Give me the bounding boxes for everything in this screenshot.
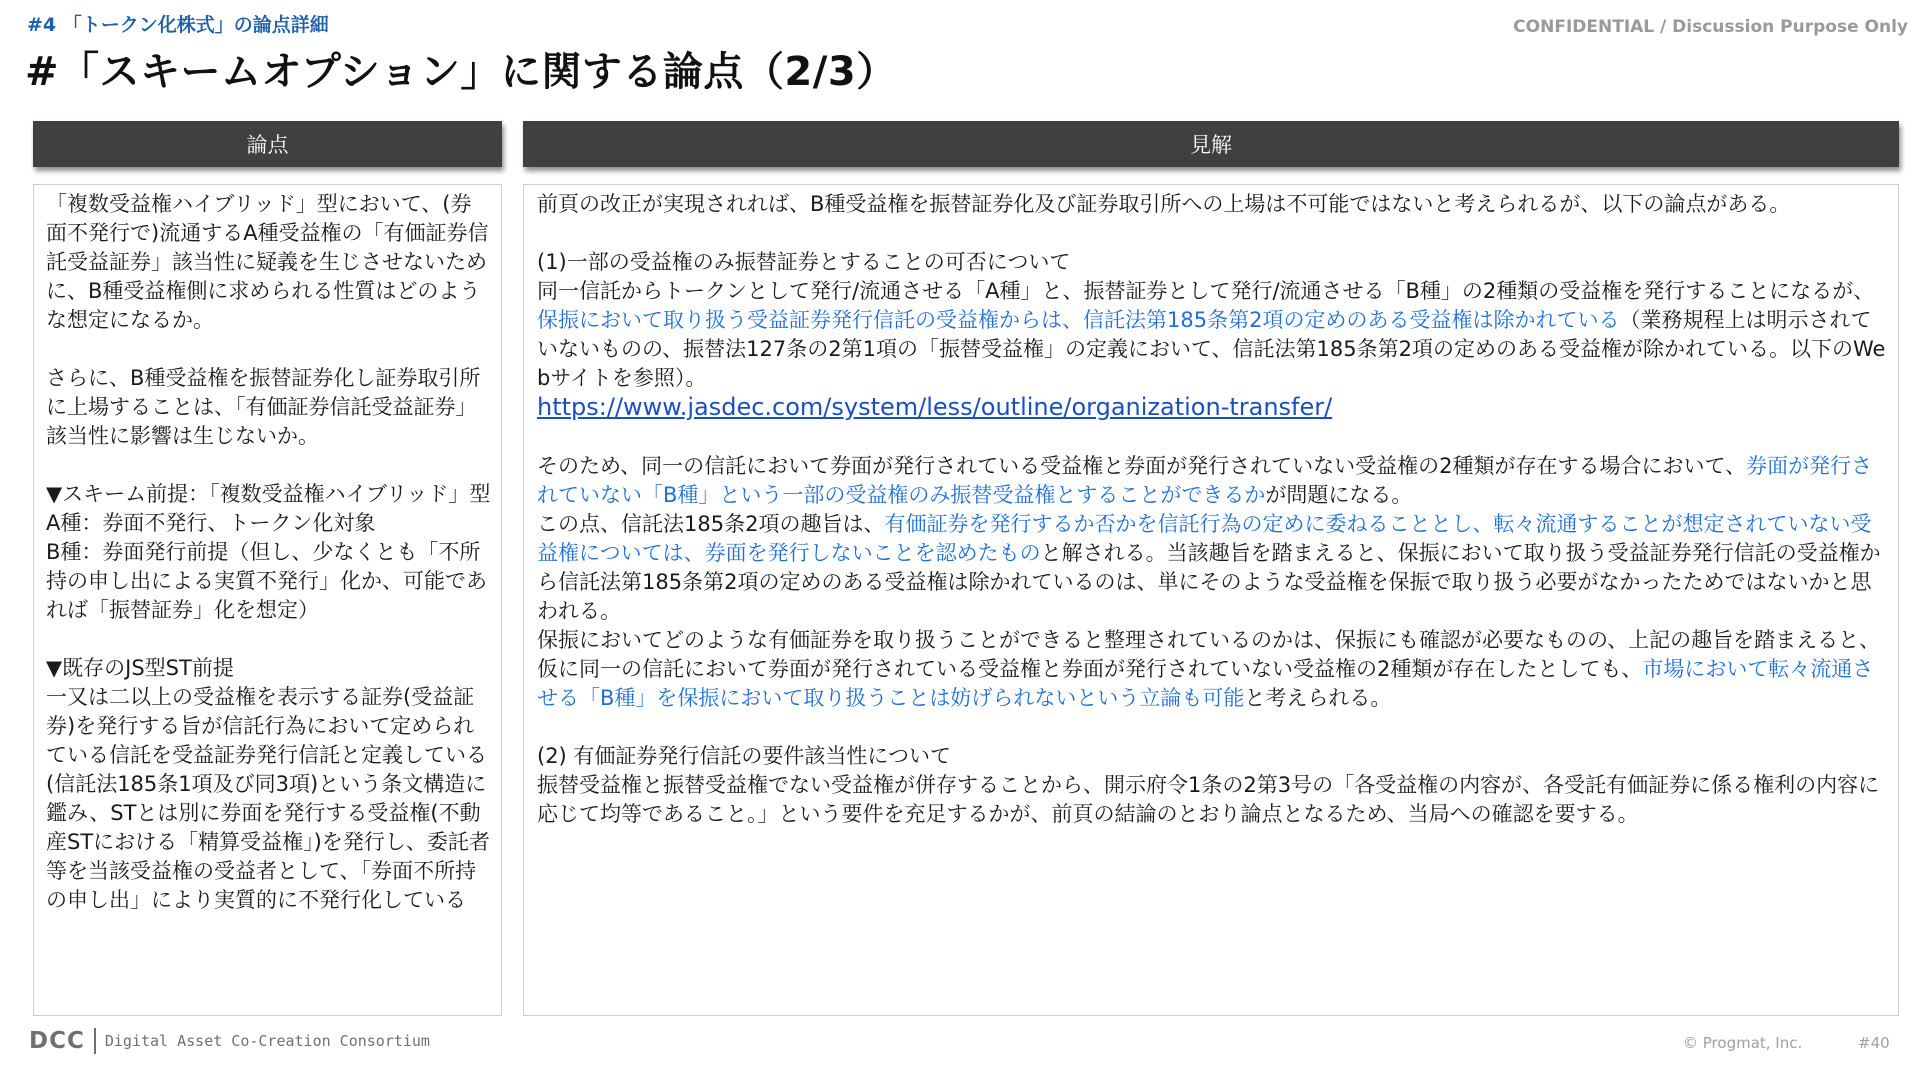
dcc-logo — [29, 1028, 430, 1054]
scheme-premise-a: A種：券面不発行、トークン化対象 — [46, 511, 376, 535]
highlighted-text: 保振において取り扱う受益証券発行信託の受益権からは、信託法第185条第2項の定めのある受益権は除かれている — [537, 308, 1620, 332]
issues-panel — [33, 184, 502, 1016]
issues-column-header — [33, 121, 502, 167]
text-run: と解される。当該趣旨を踏まえると、保振において取り扱う受益証券発行信託の受益権から信託法第185条第2項の定めのある受益権は除かれているのは、単にそのような受益権を保振で取り扱う必要がなかったためではないかと思われる。 — [537, 541, 1881, 623]
highlighted-text: 市場において転々流通させる「B種」を保振において取り扱うことは妨げられないという立論も可能 — [537, 657, 1874, 710]
opinion-column-header — [523, 121, 1899, 167]
text-run: と考えられる。 — [1244, 686, 1392, 710]
scheme-premise-title: ▼スキーム前提：「複数受益権ハイブリッド」型 — [46, 482, 491, 506]
page-number: #40 — [1858, 1034, 1890, 1052]
scheme-premise-b: B種：券面発行前提（但し、少なくとも「不所持の申し出による実質不発行」化か、可能であれば「振替証券」化を想定） — [46, 540, 487, 622]
js-premise-title: ▼既存のJS型ST前提 — [46, 656, 234, 680]
section-1-paragraph-2 — [537, 452, 1886, 510]
logo-full-name: Digital Asset Co-Creation Consortium — [104, 1032, 430, 1050]
copyright: © Progmat, Inc. — [1683, 1034, 1803, 1052]
highlighted-text: 有価証券を発行するか否かを信託行為の定めに委ねることとし、転々流通することが想定されていない受益権については、券面を発行しないことを認めたもの — [537, 512, 1872, 565]
section-1-title: (1)一部の受益権のみ振替証券とすることの可否について — [537, 250, 1071, 274]
section-1-paragraph-3 — [537, 510, 1886, 626]
section-1-link-line — [537, 393, 1886, 423]
text-run: この点、信託法185条2項の趣旨は、 — [537, 512, 885, 536]
page-title: #「スキームオプション」に関する論点（2/3） — [25, 49, 897, 95]
highlighted-text: 券面が発行されていない「B種」という一部の受益権のみ振替受益権とすることができるか — [537, 454, 1873, 507]
opinion-intro: 前頁の改正が実現されれば、B種受益権を振替証券化及び証券取引所への上場は不可能ではないと考えられるが、以下の論点がある。 — [537, 192, 1791, 216]
issue-question-1: 「複数受益権ハイブリッド」型において、(券面不発行で)流通するA種受益権の「有価証券信託受益証券」該当性に疑義を生じさせないために、B種受益権側に求められる性質はどのような想定になるか。 — [46, 192, 489, 332]
js-premise-text: 一又は二以上の受益権を表示する証券(受益証券)を発行する旨が信託行為において定められている信託を受益証券発行信託と定義している(信託法185条1項及び同3項)という条文構造に鑑み、STとは別に券面を発行する受益権(不動産STにおける「精算受益権」)を発行し、委託者等を当該受益権の受益者として、「券面不所持の申し出」により実質的に不発行化している — [46, 685, 490, 912]
text-run: が問題になる。 — [1265, 483, 1413, 507]
opinion-header-label: 見解 — [1190, 133, 1232, 157]
text-run: 保振においてどのような有価証券を取り扱うことができると整理されているのかは、保振にも確認が必要なものの、上記の趣旨を踏まえると、仮に同一の信託において券面が発行されている受益権と券面が発行されていない受益権の2種類が存在したとしても、 — [537, 628, 1881, 681]
jasdec-link[interactable]: https://www.jasdec.com/system/less/outline/organization-transfer/ — [537, 393, 1333, 421]
section-2-paragraph-1: 振替受益権と振替受益権でない受益権が併存することから、開示府令1条の2第3号の「各受益権の内容が、各受託有価証券に係る権利の内容に応じて均等であること。」という要件を充足するかが、前頁の結論のとおり論点となるため、当局への確認を要する。 — [537, 773, 1880, 826]
logo-divider — [94, 1028, 96, 1054]
section-2-title: (2) 有価証券発行信託の要件該当性について — [537, 744, 952, 768]
confidential-label: CONFIDENTIAL / Discussion Purpose Only — [1513, 17, 1908, 37]
section-1-paragraph-4 — [537, 626, 1886, 713]
opinion-panel — [523, 184, 1899, 1016]
issue-question-2: さらに、B種受益権を振替証券化し証券取引所に上場することは、「有価証券信託受益証券」該当性に影響は生じないか。 — [46, 366, 481, 448]
section-tag: #4 「トークン化株式」の論点詳細 — [27, 14, 329, 36]
text-run: 同一信託からトークンとして発行/流通させる「A種」と、振替証券として発行/流通させる「B種」の2種類の受益権を発行することになるが、 — [537, 279, 1875, 303]
issues-header-label: 論点 — [246, 133, 289, 157]
section-1-paragraph-1 — [537, 277, 1886, 393]
text-run: そのため、同一の信託において券面が発行されている受益権と券面が発行されていない受益権の2種類が存在する場合において、 — [537, 454, 1747, 478]
text-run: （業務規程上は明示されていないものの、振替法127条の2第1項の「振替受益権」の定義において、信託法第185条第2項の定めのある受益権が除かれている。以下のWebサイトを参照）。 — [537, 308, 1886, 390]
logo-abbreviation: DCC — [29, 1028, 85, 1054]
